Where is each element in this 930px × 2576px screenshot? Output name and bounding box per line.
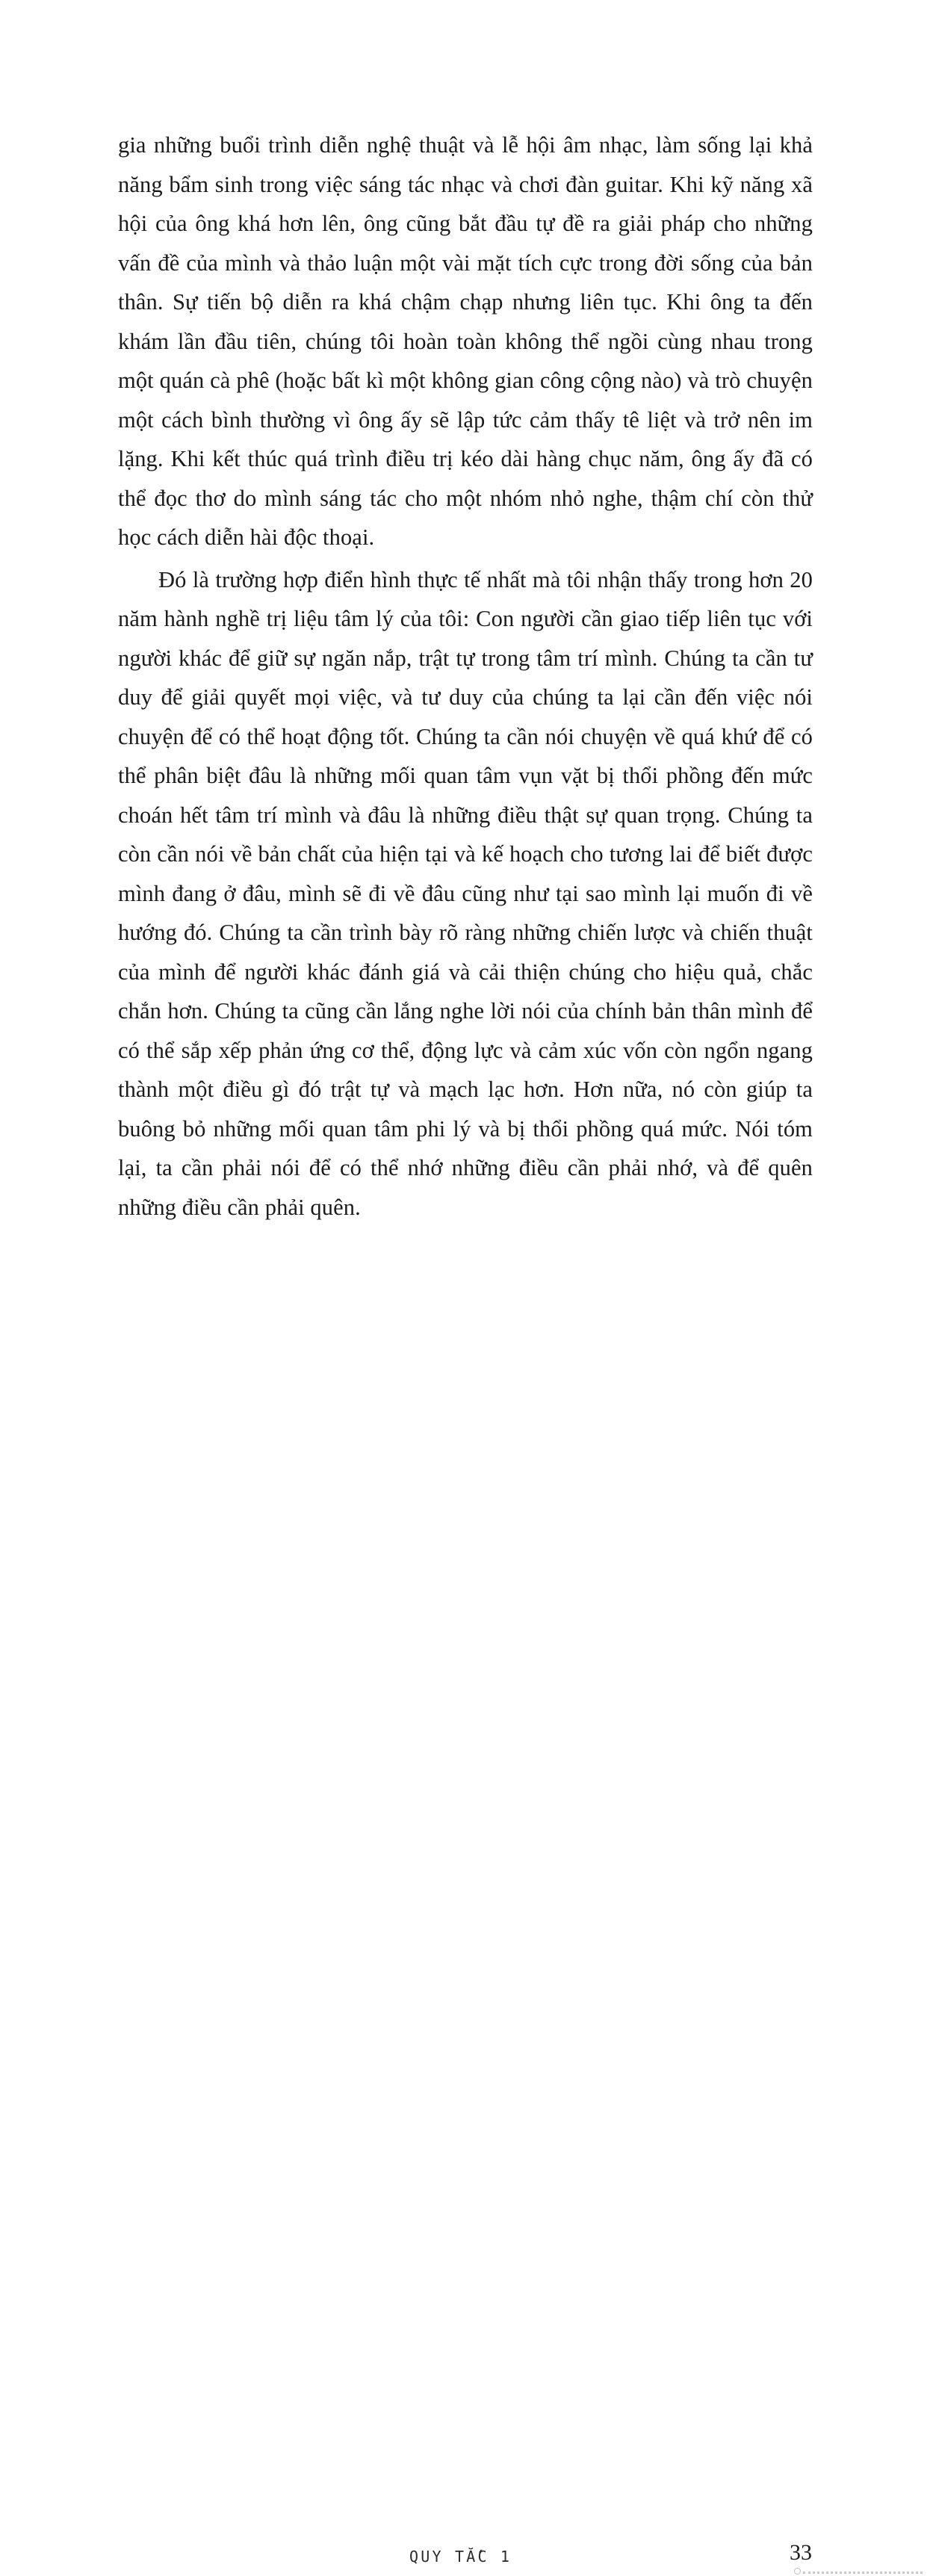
paragraph-2: Đó là trường hợp điển hình thực tế nhất mà tôi nhận thấy trong hơn 20 năm hành nghề trị liệu tâm lý của tôi: Con người cần giao tiếp liên tục với người khác để giữ sự ngăn nắp, trật tự trong tâm trí mình. Chúng ta cần tư duy để giải quyết mọi việc, và tư duy của chúng ta lại cần đến việc nói chuyện để có thể hoạt động tốt. Chúng ta cần nói chuyện về quá khứ để có thể phân biệt đâu là những mối quan tâm vụn vặt bị thổi phồng đến mức choán hết tâm trí mình và đâu là những điều thật sự quan trọng. Chúng ta còn cần nói về bản chất của hiện tại và kế hoạch cho tương lai để biết được mình đang ở đâu, mình sẽ đi về đâu cũng như tại sao mình lại muốn đi về hướng đó. Chúng ta cần trình bày rõ ràng những chiến lược và chiến thuật của mình để người khác đánh giá và cải thiện chúng cho hiệu quả, chắc chắn hơn. Chúng ta cũng cần lắng nghe lời nói của chính bản thân mình để có thể sắp xếp phản ứng cơ thể, động lực và cảm xúc vốn còn ngổn ngang thành một điều gì đó trật tự và mạch lạc hơn. Hơn nữa, nó còn giúp ta buông bỏ những mối quan tâm phi lý và bị thổi phồng quá mức. Nói tóm lại, ta cần phải nói để có thể nhớ những điều cần phải nhớ, và để quên những điều cần phải quên. [118, 566, 813, 1220]
footer-dot-icon [794, 2568, 801, 2575]
page-number: 33 [790, 2540, 812, 2565]
page-footer [0, 1254, 930, 2566]
footer-dotted-rule [803, 2572, 923, 2576]
page-body [118, 126, 813, 1227]
running-head: QUY TẮC 1 [409, 2548, 512, 2566]
paragraph-1: gia những buổi trình diễn nghệ thuật và lễ hội âm nhạc, làm sống lại khả năng bẩm sinh trong việc sáng tác nhạc và chơi đàn guitar. Khi kỹ năng xã hội của ông khá hơn lên, ông cũng bắt đầu tự đề ra giải pháp cho những vấn đề của mình và thảo luận một vài mặt tích cực trong đời sống của bản thân. Sự tiến bộ diễn ra khá chậm chạp nhưng liên tục. Khi ông ta đến khám lần đầu tiên, chúng tôi hoàn toàn không thể ngồi cùng nhau trong một quán cà phê (hoặc bất kì một không gian công cộng nào) và trò chuyện một cách bình thường vì ông ấy sẽ lập tức cảm thấy tê liệt và trở nên im lặng. Khi kết thúc quá trình điều trị kéo dài hàng chục năm, ông ấy đã có thể đọc thơ do mình sáng tác cho một nhóm nhỏ nghe, thậm chí còn thử học cách diễn hài độc thoại. [118, 132, 813, 550]
